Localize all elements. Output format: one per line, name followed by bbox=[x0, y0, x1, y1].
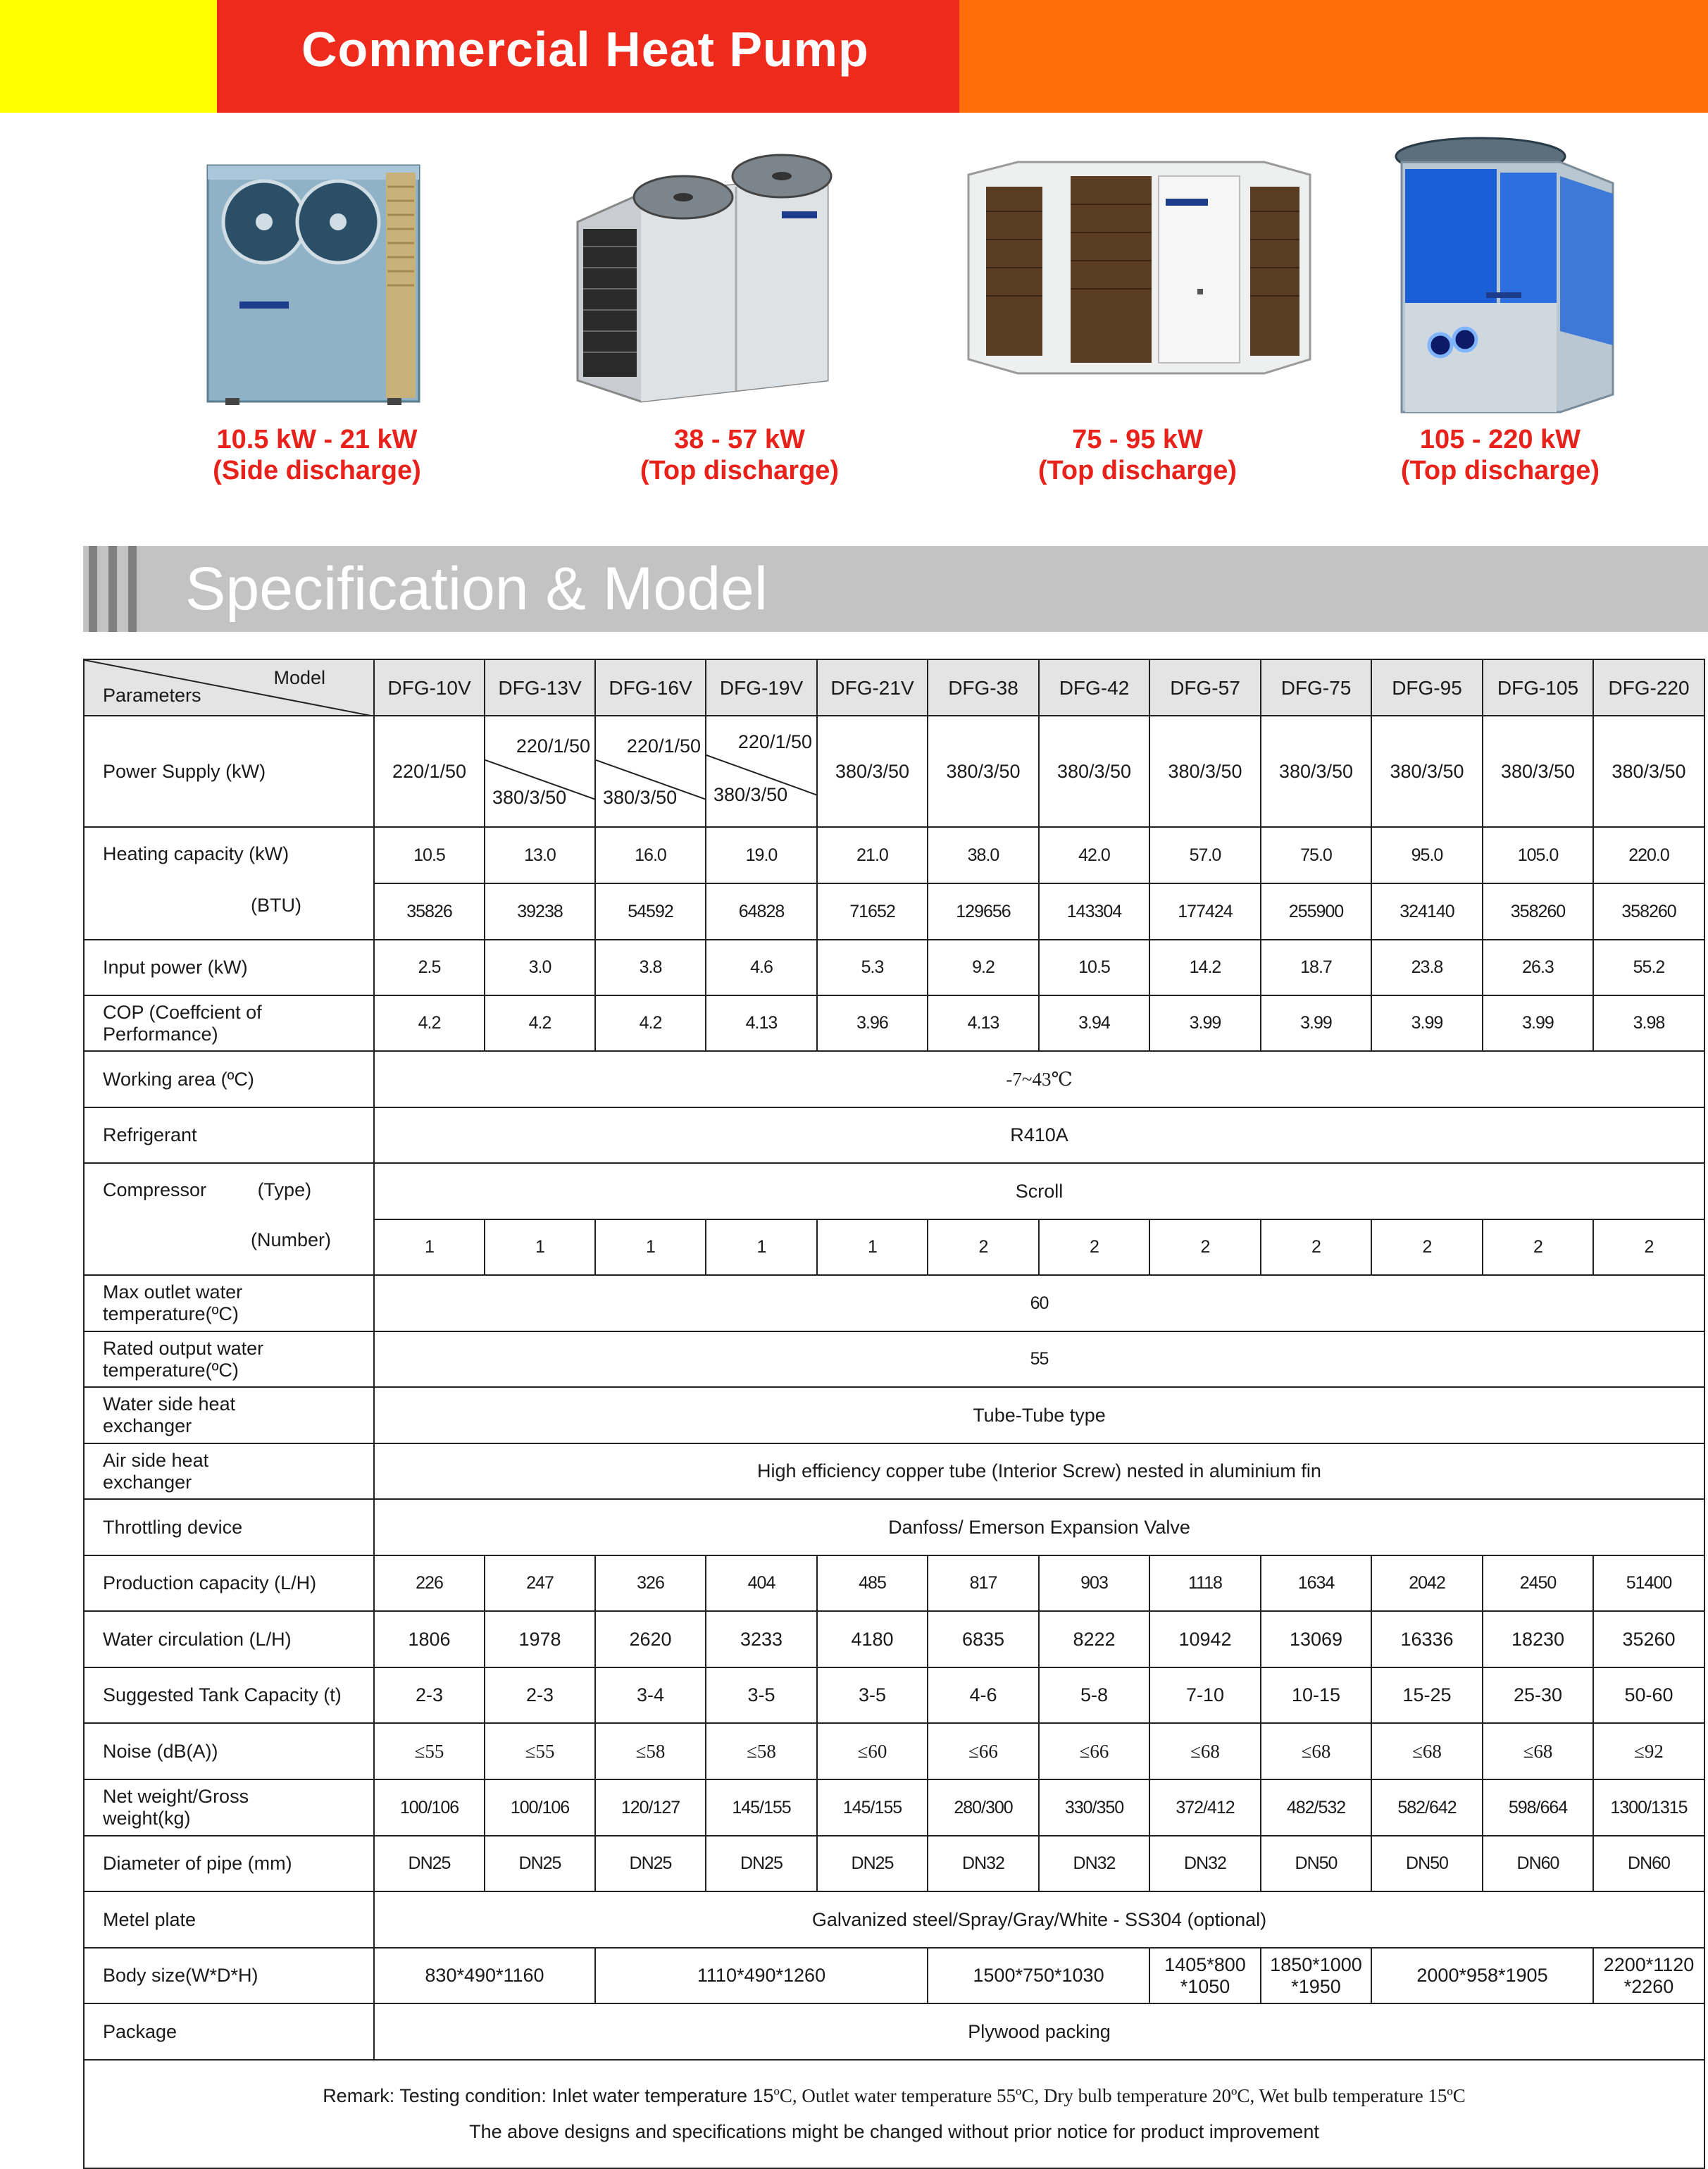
model-header: DFG-57 bbox=[1149, 659, 1261, 716]
table-cell: 5-8 bbox=[1039, 1667, 1149, 1723]
model-header: DFG-105 bbox=[1483, 659, 1593, 716]
table-cell: 16.0 bbox=[595, 827, 706, 883]
table-cell: 9.2 bbox=[928, 940, 1039, 995]
table-cell: 220.0 bbox=[1593, 827, 1704, 883]
table-cell: 4.6 bbox=[706, 940, 817, 995]
row-label: Working area (ºC) bbox=[84, 1051, 374, 1107]
table-cell: 2 bbox=[928, 1219, 1039, 1275]
rated-output-label-line1: Rated output water bbox=[103, 1337, 264, 1359]
air-hx-row bbox=[84, 1443, 1704, 1499]
remark-cell bbox=[84, 2060, 1704, 2168]
table-cell: 1978 bbox=[485, 1611, 595, 1667]
table-cell: 18.7 bbox=[1261, 940, 1371, 995]
model-header: DFG-38 bbox=[928, 659, 1039, 716]
table-cell: 7-10 bbox=[1149, 1667, 1261, 1723]
row-label: Throttling device bbox=[84, 1499, 374, 1555]
table-cell: 5.3 bbox=[817, 940, 928, 995]
table-cell: 380/3/50 bbox=[1371, 716, 1483, 827]
table-cell: 2.5 bbox=[374, 940, 485, 995]
table-cell: DN60 bbox=[1483, 1836, 1593, 1891]
table-cell: 2042 bbox=[1371, 1555, 1483, 1611]
table-cell: 1 bbox=[595, 1219, 706, 1275]
table-cell: 129656 bbox=[928, 883, 1039, 940]
table-cell: 358260 bbox=[1593, 883, 1704, 940]
body-size-line1: 1850*1000 bbox=[1270, 1953, 1362, 1975]
table-cell: 404 bbox=[706, 1555, 817, 1611]
model-header: DFG-19V bbox=[706, 659, 817, 716]
table-cell: 2 bbox=[1371, 1219, 1483, 1275]
product-capacity-range: 105 - 220 kW bbox=[1419, 425, 1581, 454]
table-cell: 55.2 bbox=[1593, 940, 1704, 995]
product-capacity-range: 38 - 57 kW bbox=[674, 425, 805, 454]
header-corner-cell bbox=[84, 659, 374, 716]
merged-cell: Galvanized steel/Spray/Gray/White - SS304 (optional) bbox=[374, 1891, 1704, 1948]
weight-label-line2: weight(kg) bbox=[103, 1808, 191, 1829]
remark-line-1-a: Remark: Testing condition: Inlet water temperature 15 bbox=[323, 2085, 774, 2106]
table-cell: 75.0 bbox=[1261, 827, 1371, 883]
table-cell: 3-5 bbox=[706, 1667, 817, 1723]
table-cell: 1 bbox=[485, 1219, 595, 1275]
table-cell: 57.0 bbox=[1149, 827, 1261, 883]
table-cell: ≤66 bbox=[928, 1723, 1039, 1779]
table-cell: DN25 bbox=[595, 1836, 706, 1891]
merged-cell: 55 bbox=[374, 1331, 1704, 1387]
tank-capacity-row bbox=[84, 1667, 1704, 1723]
body-size-line2: *1950 bbox=[1291, 1975, 1341, 1997]
table-cell: 50-60 bbox=[1593, 1667, 1704, 1723]
water-hx-label-line1: Water side heat bbox=[103, 1393, 236, 1415]
table-cell: 1 bbox=[817, 1219, 928, 1275]
max-outlet-row bbox=[84, 1275, 1704, 1331]
table-cell: 1806 bbox=[374, 1611, 485, 1667]
table-cell: DN50 bbox=[1261, 1836, 1371, 1891]
row-label: Input power (kW) bbox=[84, 940, 374, 995]
table-cell: ≤92 bbox=[1593, 1723, 1704, 1779]
banner-stripe bbox=[128, 546, 137, 632]
header-bar bbox=[0, 0, 1708, 113]
row-label bbox=[84, 1275, 374, 1331]
table-cell: 10942 bbox=[1149, 1611, 1261, 1667]
model-header: DFG-42 bbox=[1039, 659, 1149, 716]
product-discharge-type: (Side discharge) bbox=[213, 456, 421, 485]
table-cell: 8222 bbox=[1039, 1611, 1149, 1667]
table-cell: 372/412 bbox=[1149, 1779, 1261, 1836]
row-label: Refrigerant bbox=[84, 1107, 374, 1163]
row-label: Diameter of pipe (mm) bbox=[84, 1836, 374, 1891]
model-header: DFG-13V bbox=[485, 659, 595, 716]
table-cell: 582/642 bbox=[1371, 1779, 1483, 1836]
table-cell: 2 bbox=[1593, 1219, 1704, 1275]
table-cell: 330/350 bbox=[1039, 1779, 1149, 1836]
table-cell: 2620 bbox=[595, 1611, 706, 1667]
table-cell: 3.99 bbox=[1149, 995, 1261, 1051]
table-cell: 3.0 bbox=[485, 940, 595, 995]
model-header: DFG-220 bbox=[1593, 659, 1704, 716]
table-cell: 10-15 bbox=[1261, 1667, 1371, 1723]
table-cell: 26.3 bbox=[1483, 940, 1593, 995]
air-hx-label-line2: exchanger bbox=[103, 1471, 192, 1493]
product-discharge-type: (Top discharge) bbox=[640, 456, 840, 485]
remark-row bbox=[84, 2060, 1704, 2168]
body-size-row bbox=[84, 1948, 1704, 2003]
table-cell: DN32 bbox=[928, 1836, 1039, 1891]
weight-label-line1: Net weight/Gross bbox=[103, 1786, 249, 1807]
table-cell: 380/3/50 bbox=[1261, 716, 1371, 827]
row-label bbox=[84, 827, 374, 940]
table-cell: ≤58 bbox=[706, 1723, 817, 1779]
body-size-line2: *2260 bbox=[1623, 1975, 1674, 1997]
table-cell: 247 bbox=[485, 1555, 595, 1611]
header-orange-block bbox=[959, 0, 1708, 113]
table-cell: 145/155 bbox=[706, 1779, 817, 1836]
model-header: DFG-95 bbox=[1371, 659, 1483, 716]
header-yellow-block bbox=[0, 0, 217, 113]
split-cell bbox=[485, 716, 595, 827]
table-cell: ≤55 bbox=[485, 1723, 595, 1779]
table-cell: 15-25 bbox=[1371, 1667, 1483, 1723]
table-cell: 4.2 bbox=[595, 995, 706, 1051]
table-cell: 380/3/50 bbox=[1483, 716, 1593, 827]
row-label bbox=[84, 1387, 374, 1443]
spec-banner bbox=[83, 546, 1708, 632]
package-row bbox=[84, 2003, 1704, 2060]
table-cell: 2-3 bbox=[485, 1667, 595, 1723]
table-cell: 100/106 bbox=[374, 1779, 485, 1836]
table-cell: 42.0 bbox=[1039, 827, 1149, 883]
weight-row bbox=[84, 1779, 1704, 1836]
row-label: Power Supply (kW) bbox=[84, 716, 374, 827]
merged-cell: 60 bbox=[374, 1275, 1704, 1331]
split-diagonal bbox=[485, 716, 595, 827]
table-cell: 10.5 bbox=[1039, 940, 1149, 995]
table-cell: 3.96 bbox=[817, 995, 928, 1051]
max-outlet-label-line2: temperature(ºC) bbox=[103, 1303, 239, 1324]
table-cell: 380/3/50 bbox=[1593, 716, 1704, 827]
table-cell: 1118 bbox=[1149, 1555, 1261, 1611]
remark-line-1-b: ºC, Outlet water temperature 55ºC, Dry bulb temperature 20ºC, Wet bulb temperature 15ºC bbox=[773, 2085, 1466, 2106]
split-lower-value: 220/1/50 bbox=[516, 735, 590, 757]
table-cell bbox=[1261, 1948, 1371, 2003]
top-discharge-unit-image bbox=[556, 134, 923, 416]
table-cell: ≤68 bbox=[1483, 1723, 1593, 1779]
noise-row bbox=[84, 1723, 1704, 1779]
banner-stripe bbox=[89, 546, 97, 632]
table-cell: 3-5 bbox=[817, 1667, 928, 1723]
body-size-line1: 2200*1120 bbox=[1603, 1953, 1695, 1975]
table-cell: 1500*750*1030 bbox=[928, 1948, 1149, 2003]
split-diagonal bbox=[596, 716, 706, 827]
table-cell: 71652 bbox=[817, 883, 928, 940]
table-cell: 1110*490*1260 bbox=[595, 1948, 928, 2003]
table-cell: 21.0 bbox=[817, 827, 928, 883]
refrigerant-row bbox=[84, 1107, 1704, 1163]
heating-capacity-row bbox=[84, 827, 1704, 883]
pipe-diameter-row bbox=[84, 1836, 1704, 1891]
table-cell: ≤68 bbox=[1149, 1723, 1261, 1779]
product-top-discharge-105-220 bbox=[1317, 134, 1683, 500]
product-capacity-range: 75 - 95 kW bbox=[1072, 425, 1203, 454]
table-cell: 2 bbox=[1261, 1219, 1371, 1275]
table-cell: 4.13 bbox=[928, 995, 1039, 1051]
table-cell: 95.0 bbox=[1371, 827, 1483, 883]
table-cell: DN60 bbox=[1593, 1836, 1704, 1891]
table-cell: 2 bbox=[1149, 1219, 1261, 1275]
row-label: Noise (dB(A)) bbox=[84, 1723, 374, 1779]
working-area-row bbox=[84, 1051, 1704, 1107]
table-cell: 145/155 bbox=[817, 1779, 928, 1836]
table-cell: DN25 bbox=[374, 1836, 485, 1891]
table-cell: 3.98 bbox=[1593, 995, 1704, 1051]
table-cell: 1300/1315 bbox=[1593, 1779, 1704, 1836]
table-cell: 64828 bbox=[706, 883, 817, 940]
top-discharge-large-unit-image bbox=[954, 134, 1321, 416]
table-cell: ≤68 bbox=[1261, 1723, 1371, 1779]
table-cell: 380/3/50 bbox=[928, 716, 1039, 827]
table-cell: ≤68 bbox=[1371, 1723, 1483, 1779]
table-cell: DN32 bbox=[1039, 1836, 1149, 1891]
rated-output-label-line2: temperature(ºC) bbox=[103, 1359, 239, 1381]
remark-line-2: The above designs and specifications might be changed without prior notice for product improvement bbox=[469, 2121, 1319, 2142]
table-cell: 3.94 bbox=[1039, 995, 1149, 1051]
remark-line-1 bbox=[85, 2085, 1704, 2107]
table-cell: 4.2 bbox=[485, 995, 595, 1051]
table-cell: 830*490*1160 bbox=[374, 1948, 595, 2003]
table-cell: 177424 bbox=[1149, 883, 1261, 940]
split-lower-value: 220/1/50 bbox=[626, 735, 701, 757]
merged-cell: Tube-Tube type bbox=[374, 1387, 1704, 1443]
row-label: Body size(W*D*H) bbox=[84, 1948, 374, 2003]
row-label bbox=[84, 995, 374, 1051]
table-cell: 25-30 bbox=[1483, 1667, 1593, 1723]
table-cell: 35260 bbox=[1593, 1611, 1704, 1667]
input-power-row bbox=[84, 940, 1704, 995]
table-cell: 39238 bbox=[485, 883, 595, 940]
air-hx-label-line1: Air side heat bbox=[103, 1449, 209, 1471]
table-cell: 120/127 bbox=[595, 1779, 706, 1836]
water-hx-row bbox=[84, 1387, 1704, 1443]
table-cell: 324140 bbox=[1371, 883, 1483, 940]
table-cell: 4.2 bbox=[374, 995, 485, 1051]
table-cell: 35826 bbox=[374, 883, 485, 940]
table-cell: 1 bbox=[706, 1219, 817, 1275]
table-cell: 6835 bbox=[928, 1611, 1039, 1667]
table-cell: 10.5 bbox=[374, 827, 485, 883]
product-discharge-type: (Top discharge) bbox=[1400, 456, 1600, 485]
table-cell: 13069 bbox=[1261, 1611, 1371, 1667]
compressor-number-label: (Number) bbox=[251, 1229, 332, 1250]
water-hx-label-line2: exchanger bbox=[103, 1415, 192, 1436]
table-cell: 2000*958*1905 bbox=[1371, 1948, 1593, 2003]
table-cell: ≤60 bbox=[817, 1723, 928, 1779]
cop-label-line1: COP (Coeffcient of bbox=[103, 1001, 262, 1023]
merged-cell: Plywood packing bbox=[374, 2003, 1704, 2060]
table-cell: 280/300 bbox=[928, 1779, 1039, 1836]
throttling-row bbox=[84, 1499, 1704, 1555]
heating-kw-label: Heating capacity (kW) bbox=[103, 843, 289, 864]
row-label: Package bbox=[84, 2003, 374, 2060]
page-title: Commercial Heat Pump bbox=[301, 22, 869, 77]
table-cell: ≤66 bbox=[1039, 1723, 1149, 1779]
row-label bbox=[84, 1779, 374, 1836]
table-cell: 220/1/50 bbox=[374, 716, 485, 827]
table-cell: 4.13 bbox=[706, 995, 817, 1051]
table-cell: 2 bbox=[1039, 1219, 1149, 1275]
row-label: Production capacity (L/H) bbox=[84, 1555, 374, 1611]
table-cell: 100/106 bbox=[485, 1779, 595, 1836]
table-cell: 255900 bbox=[1261, 883, 1371, 940]
row-label: Water circulation (L/H) bbox=[84, 1611, 374, 1667]
table-cell: 817 bbox=[928, 1555, 1039, 1611]
banner-stripe bbox=[108, 546, 117, 632]
table-cell: DN50 bbox=[1371, 1836, 1483, 1891]
power-supply-row bbox=[84, 716, 1704, 827]
table-cell: 19.0 bbox=[706, 827, 817, 883]
table-cell: 380/3/50 bbox=[1039, 716, 1149, 827]
split-upper-value: 380/3/50 bbox=[603, 787, 678, 808]
table-cell: 226 bbox=[374, 1555, 485, 1611]
metal-plate-row bbox=[84, 1891, 1704, 1948]
table-cell: DN25 bbox=[706, 1836, 817, 1891]
merged-cell: R410A bbox=[374, 1107, 1704, 1163]
max-outlet-label-line1: Max outlet water bbox=[103, 1281, 243, 1303]
table-cell: 598/664 bbox=[1483, 1779, 1593, 1836]
cop-label-line2: Performance) bbox=[103, 1023, 218, 1045]
table-cell: 3233 bbox=[706, 1611, 817, 1667]
split-lower-value: 220/1/50 bbox=[737, 731, 812, 752]
table-cell: 358260 bbox=[1483, 883, 1593, 940]
product-capacity-range: 10.5 kW - 21 kW bbox=[216, 425, 418, 454]
corner-parameters-label: Parameters bbox=[103, 685, 201, 706]
product-discharge-type: (Top discharge) bbox=[1037, 456, 1238, 485]
model-header: DFG-75 bbox=[1261, 659, 1371, 716]
split-upper-value: 380/3/50 bbox=[713, 784, 788, 805]
table-cell: 16336 bbox=[1371, 1611, 1483, 1667]
spec-table bbox=[83, 659, 1705, 2169]
model-header: DFG-21V bbox=[817, 659, 928, 716]
table-cell: 3.99 bbox=[1371, 995, 1483, 1051]
table-cell: 13.0 bbox=[485, 827, 595, 883]
rated-output-row bbox=[84, 1331, 1704, 1387]
corner-model-label: Model bbox=[273, 667, 325, 688]
table-cell: 54592 bbox=[595, 883, 706, 940]
table-cell: 38.0 bbox=[928, 827, 1039, 883]
table-cell: ≤58 bbox=[595, 1723, 706, 1779]
top-discharge-blue-unit-image bbox=[1317, 134, 1683, 416]
table-cell: 14.2 bbox=[1149, 940, 1261, 995]
table-cell: DN25 bbox=[485, 1836, 595, 1891]
row-label bbox=[84, 1163, 374, 1275]
table-cell: 3.99 bbox=[1483, 995, 1593, 1051]
table-cell: 485 bbox=[817, 1555, 928, 1611]
body-size-line1: 1405*800 bbox=[1164, 1953, 1246, 1975]
compressor-label: Compressor bbox=[103, 1179, 207, 1200]
compressor-type-row bbox=[84, 1163, 1704, 1219]
product-side-discharge bbox=[134, 134, 500, 500]
table-cell: DN25 bbox=[817, 1836, 928, 1891]
merged-cell: High efficiency copper tube (Interior Screw) nested in aluminium fin bbox=[374, 1443, 1704, 1499]
table-cell: 903 bbox=[1039, 1555, 1149, 1611]
table-cell: 23.8 bbox=[1371, 940, 1483, 995]
merged-cell: -7~43℃ bbox=[374, 1051, 1704, 1107]
model-header: DFG-10V bbox=[374, 659, 485, 716]
body-size-line2: *1050 bbox=[1180, 1975, 1230, 1997]
table-cell: 4-6 bbox=[928, 1667, 1039, 1723]
product-top-discharge-38-57 bbox=[556, 134, 923, 500]
table-cell: 18230 bbox=[1483, 1611, 1593, 1667]
table-cell: 2450 bbox=[1483, 1555, 1593, 1611]
table-cell: 105.0 bbox=[1483, 827, 1593, 883]
table-cell bbox=[1593, 1948, 1704, 2003]
row-label bbox=[84, 1443, 374, 1499]
table-cell: 143304 bbox=[1039, 883, 1149, 940]
table-cell: 3-4 bbox=[595, 1667, 706, 1723]
table-cell: 3.8 bbox=[595, 940, 706, 995]
table-cell: 380/3/50 bbox=[1149, 716, 1261, 827]
table-cell: 51400 bbox=[1593, 1555, 1704, 1611]
table-cell: 3.99 bbox=[1261, 995, 1371, 1051]
product-top-discharge-75-95 bbox=[954, 134, 1321, 500]
table-header-row bbox=[84, 659, 1704, 716]
cop-row bbox=[84, 995, 1704, 1051]
table-cell: 1 bbox=[374, 1219, 485, 1275]
table-cell: 380/3/50 bbox=[817, 716, 928, 827]
split-upper-value: 380/3/50 bbox=[492, 787, 567, 808]
water-circulation-row bbox=[84, 1611, 1704, 1667]
merged-cell: Scroll bbox=[374, 1163, 1704, 1219]
table-cell bbox=[1149, 1948, 1261, 2003]
merged-cell: Danfoss/ Emerson Expansion Valve bbox=[374, 1499, 1704, 1555]
heating-btu-label: (BTU) bbox=[251, 895, 301, 916]
table-cell: 4180 bbox=[817, 1611, 928, 1667]
table-cell: 326 bbox=[595, 1555, 706, 1611]
split-cell bbox=[595, 716, 706, 827]
spec-title: Specification & Model bbox=[185, 555, 768, 623]
table-cell: DN32 bbox=[1149, 1836, 1261, 1891]
production-capacity-row bbox=[84, 1555, 1704, 1611]
table-cell: ≤55 bbox=[374, 1723, 485, 1779]
split-cell bbox=[706, 716, 817, 827]
table-cell: 2-3 bbox=[374, 1667, 485, 1723]
compressor-type-label: (Type) bbox=[257, 1179, 312, 1200]
model-header: DFG-16V bbox=[595, 659, 706, 716]
side-discharge-unit-image bbox=[134, 134, 500, 416]
row-label bbox=[84, 1331, 374, 1387]
row-label: Metel plate bbox=[84, 1891, 374, 1948]
table-cell: 482/532 bbox=[1261, 1779, 1371, 1836]
row-label: Suggested Tank Capacity (t) bbox=[84, 1667, 374, 1723]
table-cell: 2 bbox=[1483, 1219, 1593, 1275]
table-cell: 1634 bbox=[1261, 1555, 1371, 1611]
